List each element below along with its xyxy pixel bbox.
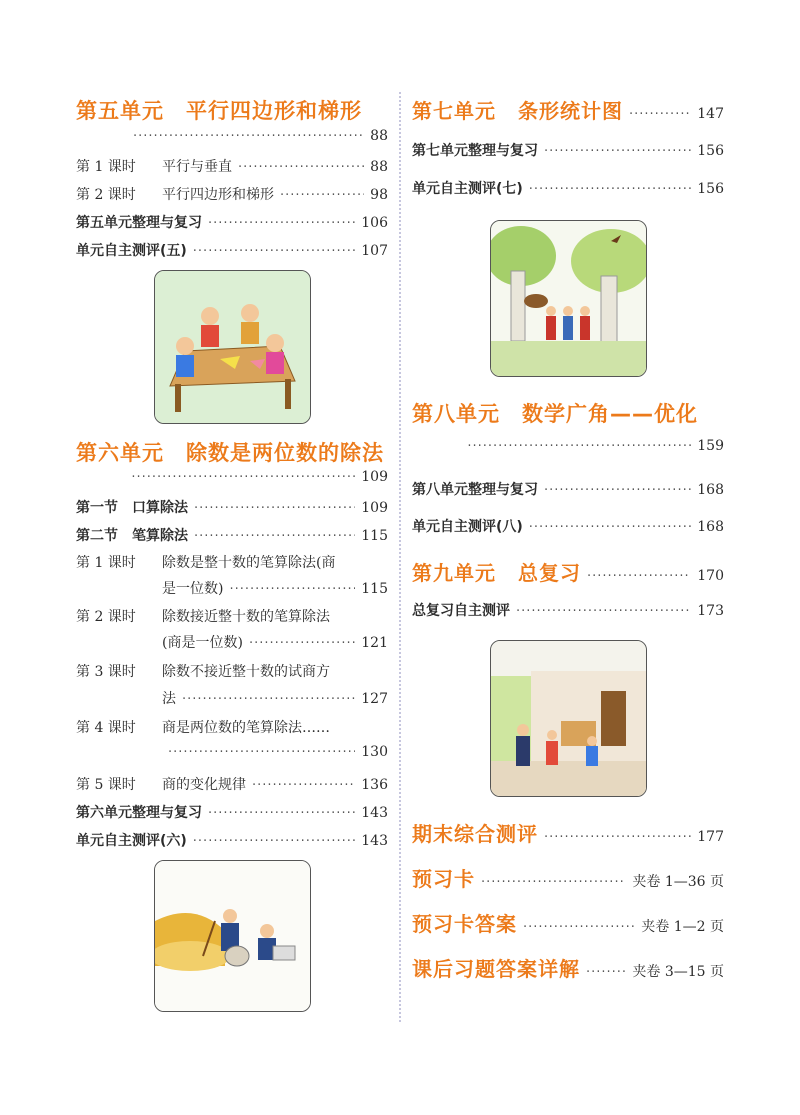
- page-number: 107: [361, 243, 388, 259]
- toc-entry[interactable]: 第六单元整理与复习 ····· 143: [76, 802, 388, 824]
- unit8-heading[interactable]: [412, 398, 698, 428]
- page-number: 夹卷 3—15 页: [632, 964, 724, 980]
- unit7-heading[interactable]: [412, 95, 724, 124]
- page-number: 109: [361, 469, 388, 485]
- toc-entry[interactable]: 第 2 课时 平行四边形和梯形 ····· 98: [76, 184, 388, 206]
- unit9-heading[interactable]: [412, 557, 724, 586]
- page-number: 夹卷 1—36 页: [632, 874, 724, 890]
- page-number: 109: [361, 500, 388, 516]
- page-number: 159: [697, 438, 724, 454]
- page-number: 136: [361, 777, 388, 793]
- toc-entry[interactable]: 第 4 课时 商是两位数的笔算除法……: [76, 720, 330, 736]
- extras-entry-preview-card[interactable]: 预习卡 ····· 夹卷 1—36 页: [412, 863, 724, 892]
- page-number: 121: [361, 635, 388, 651]
- extras-entry-final-exam[interactable]: 期末综合测评 ····· 177: [412, 818, 724, 847]
- page-number: 98: [370, 187, 388, 203]
- page-number: 106: [361, 215, 388, 231]
- column-divider: [399, 92, 401, 1022]
- toc-entry-continued[interactable]: 是一位数) ····· 115: [76, 578, 388, 600]
- page-number: 156: [697, 143, 724, 159]
- family-in-room-illustration: [490, 640, 647, 797]
- unit8-title: 数学广角——优化: [522, 402, 698, 426]
- extras-entry-preview-answers[interactable]: 预习卡答案 ····· 夹卷 1—2 页: [412, 908, 724, 937]
- unit7-title: 条形统计图: [518, 99, 623, 123]
- page-number: 170: [697, 568, 724, 584]
- unit6-number: 第六单元: [76, 441, 164, 465]
- page-number: 173: [697, 603, 724, 619]
- toc-entry[interactable]: 第 1 课时 除数是整十数的笔算除法(商: [76, 555, 336, 571]
- page-number: 168: [697, 519, 724, 535]
- toc-entry[interactable]: 第 1 课时 平行与垂直 ····· 88: [76, 156, 388, 178]
- toc-entry[interactable]: 单元自主测评(七) ····· 156: [412, 178, 724, 200]
- unit6-title: 除数是两位数的除法: [186, 441, 384, 465]
- page-number: 147: [697, 106, 724, 122]
- toc-entry[interactable]: 第八单元整理与复习 ····· 168: [412, 479, 724, 501]
- page-number: 143: [361, 833, 388, 849]
- unit7-number: 第七单元: [412, 99, 496, 123]
- unit6-heading[interactable]: [76, 437, 384, 467]
- toc-entry[interactable]: 单元自主测评(八) ····· 168: [412, 516, 724, 538]
- toc-entry[interactable]: 单元自主测评(五) ····· 107: [76, 240, 388, 262]
- unit8-page-row[interactable]: [412, 438, 724, 460]
- page-number: 168: [697, 482, 724, 498]
- toc-entry[interactable]: 第 2 课时 除数接近整十数的笔算除法: [76, 609, 330, 625]
- page-number: 115: [361, 528, 388, 544]
- page-number: 143: [361, 805, 388, 821]
- page-number: 115: [361, 581, 388, 597]
- toc-entry[interactable]: 单元自主测评(六) ····· 143: [76, 830, 388, 852]
- toc-entry[interactable]: 第 5 课时 商的变化规律 ····· 136: [76, 774, 388, 796]
- toc-entry[interactable]: 第五单元整理与复习 ····· 106: [76, 212, 388, 234]
- page-number: 88: [370, 128, 388, 144]
- children-at-table-illustration: [154, 270, 311, 424]
- extras-entry-answer-details[interactable]: 课后习题答案详解 ····· 夹卷 3—15 页: [412, 953, 724, 982]
- toc-entry[interactable]: 第二节 笔算除法 ····· 115: [76, 525, 388, 547]
- workers-with-stones-illustration: [154, 860, 311, 1012]
- toc-entry[interactable]: 第七单元整理与复习 ····· 156: [412, 140, 724, 162]
- unit9-number: 第九单元: [412, 561, 496, 585]
- toc-entry[interactable]: 第 3 课时 除数不接近整十数的试商方: [76, 664, 330, 680]
- unit5-title: 平行四边形和梯形: [186, 99, 362, 123]
- page-number: 88: [370, 159, 388, 175]
- toc-entry[interactable]: 第一节 口算除法 ····· 109: [76, 497, 388, 519]
- children-in-forest-illustration: [490, 220, 647, 377]
- page-number: 177: [697, 829, 724, 845]
- unit5-number: 第五单元: [76, 99, 164, 123]
- page-number: 156: [697, 181, 724, 197]
- unit6-page-row[interactable]: [76, 469, 388, 491]
- toc-entry-continued[interactable]: (商是一位数) ····· 121: [76, 632, 388, 654]
- page-number: 夹卷 1—2 页: [641, 919, 724, 935]
- toc-entry[interactable]: 总复习自主测评 ····· 173: [412, 600, 724, 622]
- unit5-heading[interactable]: [76, 95, 362, 125]
- page-number: 130: [361, 744, 388, 760]
- toc-entry-continued[interactable]: 法 ····· 127: [76, 688, 388, 710]
- unit9-title: 总复习: [518, 561, 581, 585]
- toc-entry-continued[interactable]: [76, 744, 388, 766]
- unit5-page-row[interactable]: [76, 128, 388, 150]
- page-number: 127: [361, 691, 388, 707]
- unit8-number: 第八单元: [412, 402, 500, 426]
